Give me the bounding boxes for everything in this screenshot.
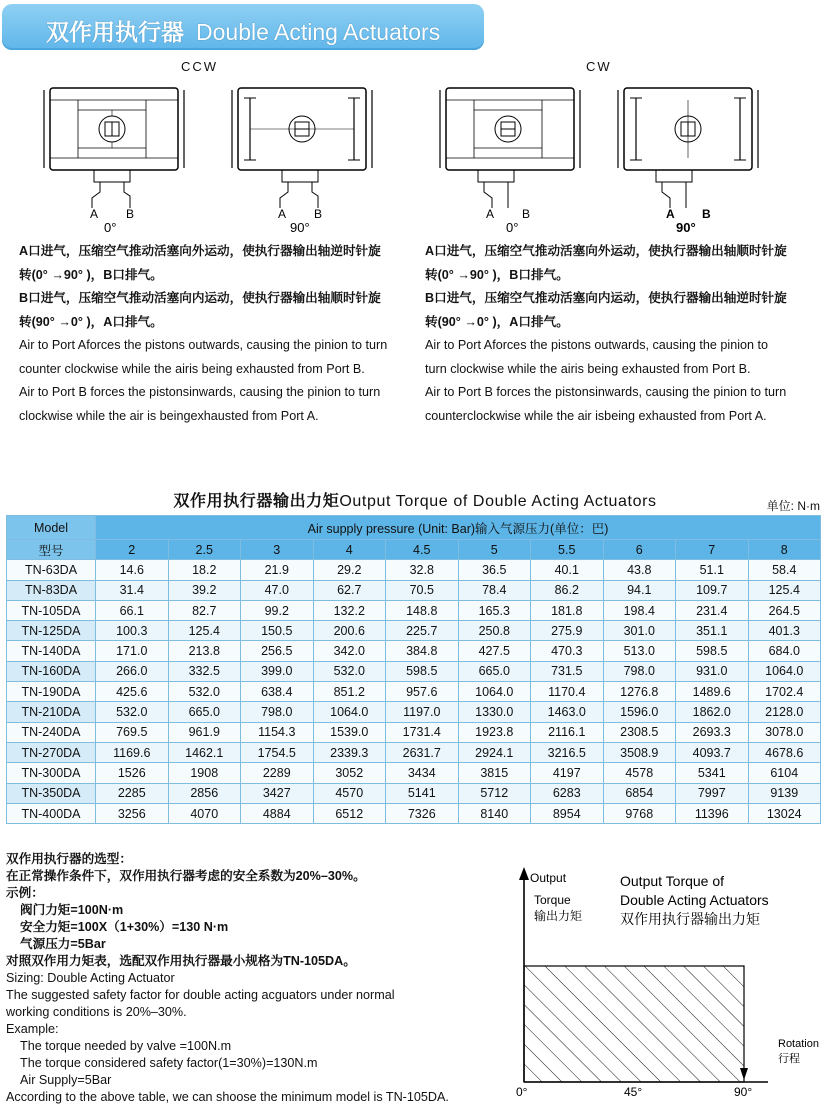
model-cell: TN-63DA	[7, 560, 96, 580]
torque-value-cell: 13024	[748, 803, 821, 823]
torque-value-cell: 51.1	[676, 560, 749, 580]
sizing-en-valve: The torque needed by valve =100N.m	[20, 1039, 232, 1053]
table-row	[7, 722, 821, 742]
torque-value-cell: 31.4	[96, 580, 169, 600]
torque-value-cell: 1462.1	[168, 742, 241, 762]
cw-label: CW	[586, 59, 612, 74]
torque-value-cell: 6854	[603, 783, 676, 803]
cw-zh-port-b: B口进气，压缩空气推动活塞向内运动，使执行器输出轴逆时针旋转(90° →0° )，A口排气。	[425, 291, 787, 329]
torque-title-zh: 双作用执行器输出力矩	[173, 493, 340, 510]
ccw-en-port-b: Air to Port B forces the pistonsinwards, causing the pinion to turn clockwise while the air is beingexhausted from Port A.	[19, 385, 381, 423]
cw-description	[425, 240, 787, 428]
angle-label: 90°	[676, 220, 696, 235]
torque-value-cell: 598.5	[676, 641, 749, 661]
torque-value-cell: 2308.5	[603, 722, 676, 742]
sizing-section	[6, 851, 449, 1106]
torque-value-cell: 427.5	[458, 641, 531, 661]
torque-value-cell: 342.0	[313, 641, 386, 661]
torque-value-cell: 47.0	[241, 580, 314, 600]
table-row	[7, 641, 821, 661]
header-title	[46, 14, 440, 47]
port-b-label: B	[522, 207, 531, 221]
torque-value-cell: 513.0	[603, 641, 676, 661]
torque-value-cell: 2856	[168, 783, 241, 803]
table-row	[7, 803, 821, 823]
cw-90-diagram	[616, 80, 761, 240]
torque-value-cell: 1731.4	[386, 722, 459, 742]
torque-value-cell: 18.2	[168, 560, 241, 580]
pressure-header: Air supply pressure (Unit: Bar)输入气源压力(单位：巴)	[96, 516, 821, 540]
model-cell: TN-83DA	[7, 580, 96, 600]
chart-title-en1: Output Torque of	[620, 873, 725, 889]
torque-value-cell: 425.6	[96, 682, 169, 702]
cw-en-port-b: Air to Port B forces the pistonsinwards, causing the pinion to turn counterclockwise while the air isbeing exhausted from Port A.	[425, 385, 787, 423]
torque-value-cell: 29.2	[313, 560, 386, 580]
torque-value-cell: 1064.0	[458, 682, 531, 702]
torque-value-cell: 1754.5	[241, 742, 314, 762]
torque-value-cell: 148.8	[386, 600, 459, 620]
torque-value-cell: 58.4	[748, 560, 821, 580]
model-cell: TN-300DA	[7, 763, 96, 783]
pressure-header-cell: 2.5	[168, 540, 241, 560]
unit-label: 单位: N·m	[766, 499, 820, 513]
torque-value-cell: 798.0	[241, 702, 314, 722]
table-row	[7, 763, 821, 783]
torque-value-cell: 301.0	[603, 621, 676, 641]
torque-value-cell: 200.6	[313, 621, 386, 641]
torque-value-cell: 961.9	[168, 722, 241, 742]
torque-value-cell: 36.5	[458, 560, 531, 580]
torque-value-cell: 598.5	[386, 661, 459, 681]
model-cell: TN-105DA	[7, 600, 96, 620]
torque-value-cell: 32.8	[386, 560, 459, 580]
torque-value-cell: 2693.3	[676, 722, 749, 742]
port-b-label: B	[314, 207, 323, 221]
header-title-zh: 双作用执行器	[46, 19, 184, 45]
table-row	[7, 783, 821, 803]
cw-en-port-a: Air to Port Aforces the pistons outwards, causing the pinion to turn clockwise while the airis being exhausted from Port B.	[425, 338, 769, 376]
ccw-0-diagram	[42, 80, 187, 240]
angle-label: 90°	[290, 220, 310, 235]
sizing-en-safety: The torque considered safety factor(1=30%)=130N.m	[20, 1056, 318, 1070]
torque-value-cell: 125.4	[168, 621, 241, 641]
torque-value-cell: 1064.0	[313, 702, 386, 722]
model-cell: TN-125DA	[7, 621, 96, 641]
table-row	[7, 560, 821, 580]
torque-value-cell: 2128.0	[748, 702, 821, 722]
torque-value-cell: 250.8	[458, 621, 531, 641]
torque-value-cell: 66.1	[96, 600, 169, 620]
torque-value-cell: 931.0	[676, 661, 749, 681]
torque-value-cell: 532.0	[96, 702, 169, 722]
torque-value-cell: 2339.3	[313, 742, 386, 762]
port-b-label: B	[126, 207, 135, 221]
x-label-en: Rotation	[778, 1038, 819, 1050]
torque-value-cell: 198.4	[603, 600, 676, 620]
torque-value-cell: 3078.0	[748, 722, 821, 742]
torque-value-cell: 769.5	[96, 722, 169, 742]
pressure-header-cell: 5	[458, 540, 531, 560]
sizing-en-air: Air Supply=5Bar	[20, 1073, 112, 1087]
torque-value-cell: 1197.0	[386, 702, 459, 722]
torque-value-cell: 39.2	[168, 580, 241, 600]
torque-value-cell: 798.0	[603, 661, 676, 681]
model-header-zh: 型号	[7, 540, 96, 560]
torque-value-cell: 2285	[96, 783, 169, 803]
model-cell: TN-400DA	[7, 803, 96, 823]
torque-value-cell: 1330.0	[458, 702, 531, 722]
cw-zh-port-a: A口进气，压缩空气推动活塞向外运动，使执行器输出轴顺时针旋转(0° →90° )，B口排气。	[425, 244, 787, 282]
torque-value-cell: 4578	[603, 763, 676, 783]
torque-value-cell: 5341	[676, 763, 749, 783]
torque-value-cell: 401.3	[748, 621, 821, 641]
torque-value-cell: 4678.6	[748, 742, 821, 762]
torque-value-cell: 99.2	[241, 600, 314, 620]
x-label-zh: 行程	[778, 1053, 800, 1065]
torque-value-cell: 9139	[748, 783, 821, 803]
torque-value-cell: 532.0	[168, 682, 241, 702]
model-cell: TN-160DA	[7, 661, 96, 681]
port-a-label: A	[666, 207, 675, 221]
pressure-header-cell: 5.5	[531, 540, 604, 560]
torque-value-cell: 213.8	[168, 641, 241, 661]
torque-value-cell: 1539.0	[313, 722, 386, 742]
torque-value-cell: 3216.5	[531, 742, 604, 762]
torque-value-cell: 266.0	[96, 661, 169, 681]
model-cell: TN-210DA	[7, 702, 96, 722]
torque-value-cell: 1702.4	[748, 682, 821, 702]
torque-value-cell: 2924.1	[458, 742, 531, 762]
torque-value-cell: 3256	[96, 803, 169, 823]
sizing-zh-conclusion: 对照双作用力矩表，选配双作用执行器最小规格为TN-105DA。	[6, 954, 356, 968]
torque-value-cell: 70.5	[386, 580, 459, 600]
y-label-zh: 输出力矩	[534, 909, 583, 923]
ccw-en-port-a: Air to Port Aforces the pistons outwards, causing the pinion to turn counter clockwise while the airis being exhausted from Port B.	[19, 338, 388, 376]
torque-value-cell: 1463.0	[531, 702, 604, 722]
y-axis-arrow	[519, 867, 529, 880]
torque-value-cell: 1169.6	[96, 742, 169, 762]
torque-value-cell: 532.0	[313, 661, 386, 681]
y-label-en2: Torque	[534, 893, 571, 907]
torque-value-cell: 78.4	[458, 580, 531, 600]
torque-value-cell: 332.5	[168, 661, 241, 681]
pressure-header-cell: 3	[241, 540, 314, 560]
angle-label: 0°	[104, 220, 117, 235]
sizing-zh-line1: 在正常操作条件下，双作用执行器考虑的安全系数为20%–30%。	[6, 869, 366, 883]
sizing-en-conclusion: According to the above table, we can shoose the minimum model is TN-105DA.	[6, 1090, 449, 1104]
torque-value-cell: 86.2	[531, 580, 604, 600]
torque-value-cell: 150.5	[241, 621, 314, 641]
section-header	[2, 4, 484, 50]
torque-value-cell: 109.7	[676, 580, 749, 600]
torque-value-cell: 62.7	[313, 580, 386, 600]
sizing-en-title: Sizing: Double Acting Actuator	[6, 971, 175, 985]
torque-value-cell: 470.3	[531, 641, 604, 661]
torque-value-cell: 731.5	[531, 661, 604, 681]
ccw-description	[19, 240, 391, 428]
torque-value-cell: 264.5	[748, 600, 821, 620]
torque-value-cell: 1154.3	[241, 722, 314, 742]
x-tick-90: 90°	[734, 1085, 753, 1099]
torque-value-cell: 2289	[241, 763, 314, 783]
pressure-header-cell: 4	[313, 540, 386, 560]
torque-value-cell: 384.8	[386, 641, 459, 661]
sizing-zh-title: 双作用执行器的选型：	[6, 852, 132, 866]
port-a-label: A	[278, 207, 287, 221]
port-b-label: B	[702, 207, 711, 221]
torque-value-cell: 125.4	[748, 580, 821, 600]
chart-title-zh: 双作用执行器输出力矩	[620, 911, 760, 927]
table-row	[7, 621, 821, 641]
x-tick-45: 45°	[624, 1085, 643, 1099]
torque-value-cell: 4197	[531, 763, 604, 783]
torque-value-cell: 225.7	[386, 621, 459, 641]
torque-value-cell: 1923.8	[458, 722, 531, 742]
pressure-header-cell: 8	[748, 540, 821, 560]
angle-label: 0°	[506, 220, 519, 235]
torque-area	[524, 966, 744, 1082]
torque-value-cell: 5141	[386, 783, 459, 803]
pressure-header-cell: 6	[603, 540, 676, 560]
sizing-zh-example: 示例：	[6, 886, 44, 900]
model-cell: TN-140DA	[7, 641, 96, 661]
torque-value-cell: 7326	[386, 803, 459, 823]
table-row	[7, 702, 821, 722]
torque-value-cell: 3427	[241, 783, 314, 803]
torque-value-cell: 94.1	[603, 580, 676, 600]
torque-value-cell: 6104	[748, 763, 821, 783]
torque-value-cell: 6283	[531, 783, 604, 803]
torque-value-cell: 1276.8	[603, 682, 676, 702]
torque-value-cell: 8140	[458, 803, 531, 823]
torque-value-cell: 1862.0	[676, 702, 749, 722]
model-cell: TN-270DA	[7, 742, 96, 762]
torque-value-cell: 4070	[168, 803, 241, 823]
torque-value-cell: 1908	[168, 763, 241, 783]
torque-value-cell: 165.3	[458, 600, 531, 620]
x-tick-0: 0°	[516, 1085, 528, 1099]
pressure-header-cell: 7	[676, 540, 749, 560]
torque-value-cell: 275.9	[531, 621, 604, 641]
pressure-header-cell: 4.5	[386, 540, 459, 560]
torque-value-cell: 256.5	[241, 641, 314, 661]
torque-value-cell: 231.4	[676, 600, 749, 620]
torque-value-cell: 40.1	[531, 560, 604, 580]
torque-value-cell: 638.4	[241, 682, 314, 702]
table-row	[7, 682, 821, 702]
torque-value-cell: 957.6	[386, 682, 459, 702]
table-row	[7, 600, 821, 620]
torque-value-cell: 5712	[458, 783, 531, 803]
y-label-en1: Output	[530, 871, 567, 885]
torque-value-cell: 3508.9	[603, 742, 676, 762]
table-row	[7, 742, 821, 762]
torque-value-cell: 1064.0	[748, 661, 821, 681]
torque-value-cell: 7997	[676, 783, 749, 803]
torque-value-cell: 399.0	[241, 661, 314, 681]
torque-value-cell: 100.3	[96, 621, 169, 641]
table-row	[7, 661, 821, 681]
torque-value-cell: 3052	[313, 763, 386, 783]
torque-value-cell: 1596.0	[603, 702, 676, 722]
ccw-label: CCW	[181, 59, 219, 74]
torque-value-cell: 82.7	[168, 600, 241, 620]
torque-value-cell: 665.0	[458, 661, 531, 681]
torque-value-cell: 181.8	[531, 600, 604, 620]
sizing-zh-valve: 阀门力矩=100N·m	[20, 903, 124, 917]
sizing-zh-safety: 安全力矩=100X（1+30%）=130 N·m	[20, 920, 229, 934]
output-torque-chart	[500, 862, 830, 1107]
torque-value-cell: 11396	[676, 803, 749, 823]
port-a-label: A	[486, 207, 495, 221]
torque-value-cell: 9768	[603, 803, 676, 823]
torque-value-cell: 171.0	[96, 641, 169, 661]
torque-value-cell: 3815	[458, 763, 531, 783]
torque-value-cell: 351.1	[676, 621, 749, 641]
table-row	[7, 580, 821, 600]
torque-value-cell: 4093.7	[676, 742, 749, 762]
torque-value-cell: 4884	[241, 803, 314, 823]
torque-value-cell: 21.9	[241, 560, 314, 580]
sizing-en-line1: The suggested safety factor for double acting acguators under normal	[6, 988, 395, 1002]
torque-value-cell: 14.6	[96, 560, 169, 580]
torque-value-cell: 6512	[313, 803, 386, 823]
port-a-label: A	[90, 207, 99, 221]
torque-value-cell: 1489.6	[676, 682, 749, 702]
torque-value-cell: 4570	[313, 783, 386, 803]
torque-value-cell: 1170.4	[531, 682, 604, 702]
torque-value-cell: 43.8	[603, 560, 676, 580]
sizing-en-example: Example:	[6, 1022, 59, 1036]
torque-table	[6, 515, 821, 824]
torque-value-cell: 684.0	[748, 641, 821, 661]
sizing-en-line2: working conditions is 20%–30%.	[6, 1005, 187, 1019]
torque-value-cell: 8954	[531, 803, 604, 823]
torque-value-cell: 132.2	[313, 600, 386, 620]
ccw-zh-port-a: A口进气，压缩空气推动活塞向外运动，使执行器输出轴逆时针旋转(0° →90° )，B口排气。	[19, 244, 381, 282]
torque-title-en: Output Torque of Double Acting Actuators	[339, 493, 657, 510]
torque-value-cell: 2116.1	[531, 722, 604, 742]
model-cell: TN-350DA	[7, 783, 96, 803]
output-torque-chart-svg	[500, 862, 830, 1102]
ccw-zh-port-b: B口进气，压缩空气推动活塞向内运动，使执行器输出轴顺时针旋转(90° →0° )，A口排气。	[19, 291, 381, 329]
torque-value-cell: 665.0	[168, 702, 241, 722]
model-header: Model	[7, 516, 96, 540]
torque-value-cell: 851.2	[313, 682, 386, 702]
ccw-90-diagram	[230, 80, 375, 240]
model-cell: TN-190DA	[7, 682, 96, 702]
torque-value-cell: 3434	[386, 763, 459, 783]
cw-0-diagram	[438, 80, 583, 240]
sizing-zh-air: 气源压力=5Bar	[20, 937, 106, 951]
chart-title-en2: Double Acting Actuators	[620, 892, 769, 908]
torque-value-cell: 1526	[96, 763, 169, 783]
header-title-en: Double Acting Actuators	[196, 19, 441, 45]
torque-value-cell: 2631.7	[386, 742, 459, 762]
pressure-header-cell: 2	[96, 540, 169, 560]
torque-table-title	[0, 488, 830, 511]
model-cell: TN-240DA	[7, 722, 96, 742]
